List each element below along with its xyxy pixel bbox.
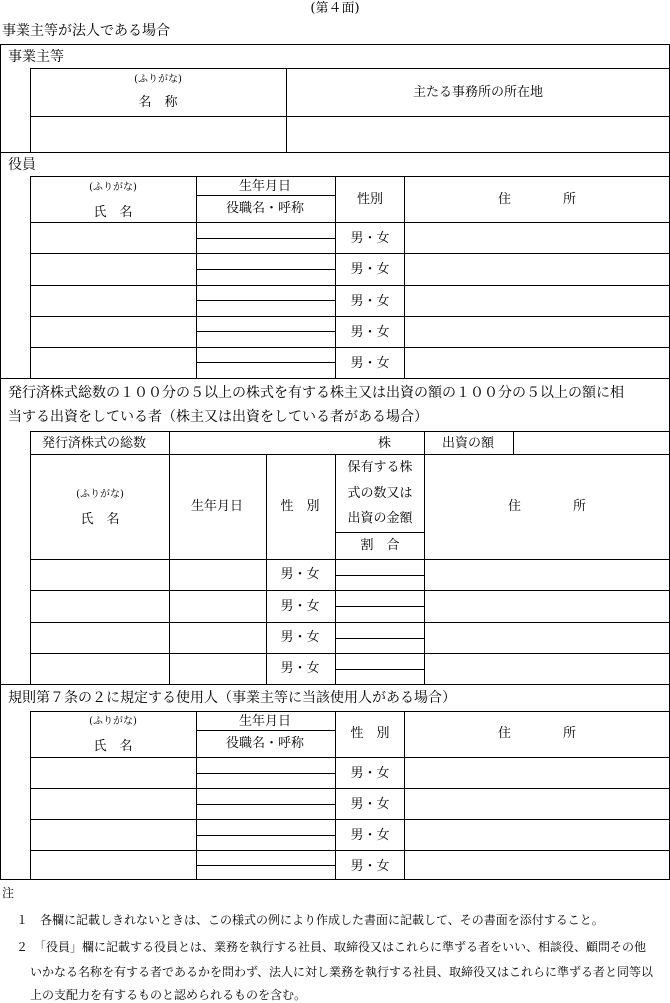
section4-furigana-label: (ふりがな) bbox=[89, 716, 137, 727]
section2-position-label: 役職名・呼称 bbox=[225, 201, 305, 216]
form-heading: 事業主等が法人である場合 bbox=[2, 23, 170, 39]
outer-top-border bbox=[0, 44, 670, 45]
shareholder-sex-option[interactable]: 男・女 bbox=[280, 599, 320, 614]
note-2-line2: いかなる名称を有する者であるかを問わず、法人に対し業務を執行する社員、取締役又はこれらに準ずる者と同等以 bbox=[30, 965, 654, 979]
section1-furigana-label: (ふりがな) bbox=[134, 74, 182, 85]
officer-sex-option[interactable]: 男・女 bbox=[350, 231, 390, 246]
total-shares-label: 発行済株式の総数 bbox=[42, 436, 147, 451]
holding-label-line2: 式の数又は bbox=[347, 486, 413, 501]
section4-name-label: 氏 名 bbox=[93, 739, 133, 754]
officer-sex-option[interactable]: 男・女 bbox=[350, 325, 390, 340]
ratio-label: 割 合 bbox=[360, 538, 400, 553]
officer-sex-option[interactable]: 男・女 bbox=[350, 294, 390, 309]
section4-title: 規則第７条の２に規定する使用人（事業主等に当該使用人がある場合） bbox=[8, 690, 456, 706]
employee-sex-option[interactable]: 男・女 bbox=[350, 859, 390, 874]
note-1: １ 各欄に記載しきれないときは、この様式の例により作成した書面に記載して、その書面を添付すること。 bbox=[16, 913, 604, 927]
section3-address-label: 住 所 bbox=[507, 499, 587, 514]
shareholder-sex-option[interactable]: 男・女 bbox=[280, 567, 320, 582]
section4-position-label: 役職名・呼称 bbox=[225, 736, 305, 751]
employee-sex-option[interactable]: 男・女 bbox=[350, 828, 390, 843]
section1-title: 事業主等 bbox=[8, 49, 64, 65]
total-shares-field[interactable] bbox=[170, 432, 370, 454]
holding-label-line1: 保有する株 bbox=[347, 460, 413, 475]
section2-address-label: 住 所 bbox=[497, 192, 577, 207]
note-2-line1: ２ 「役員」欄に記載する役員とは、業務を執行する社員、取締役又はこれらに準ずる者をいい、相談役、顧問その他 bbox=[16, 940, 647, 954]
shares-unit-label: 株 bbox=[378, 436, 392, 451]
section1-name-label: 名 称 bbox=[138, 95, 178, 110]
section2-title: 役員 bbox=[8, 157, 36, 173]
section4-address-label: 住 所 bbox=[497, 726, 577, 741]
capital-label: 出資の額 bbox=[441, 436, 495, 451]
officer-sex-option[interactable]: 男・女 bbox=[350, 356, 390, 371]
section2-name-label: 氏 名 bbox=[93, 205, 133, 220]
section3-furigana-label: (ふりがな) bbox=[76, 489, 124, 500]
section1-address-label: 主たる事務所の所在地 bbox=[412, 85, 544, 100]
holding-label-line3: 出資の金額 bbox=[347, 511, 413, 526]
section4-sex-label: 性 別 bbox=[350, 726, 390, 741]
note-2-line3: 上の支配力を有するものと認められるものを含む。 bbox=[30, 988, 307, 1002]
section2-furigana-label: (ふりがな) bbox=[89, 182, 137, 193]
outer-bottom-border bbox=[0, 879, 670, 880]
page-label: (第４面) bbox=[310, 1, 360, 16]
employee-sex-option[interactable]: 男・女 bbox=[350, 766, 390, 781]
notes-label: 注 bbox=[2, 886, 15, 900]
employee-sex-option[interactable]: 男・女 bbox=[350, 797, 390, 812]
section3-name-label: 氏 名 bbox=[80, 512, 120, 527]
business-name-field[interactable] bbox=[31, 117, 286, 152]
business-address-field[interactable] bbox=[287, 117, 669, 152]
section3-sex-label: 性 別 bbox=[280, 499, 320, 514]
section2-sex-label: 性別 bbox=[356, 192, 384, 207]
section3-title-line1: 発行済株式総数の１００分の５以上の株式を有する株主又は出資の額の１００分の５以上の額に相 bbox=[8, 385, 624, 401]
section2-dob-label: 生年月日 bbox=[238, 179, 292, 194]
shareholder-sex-option[interactable]: 男・女 bbox=[280, 661, 320, 676]
section3-title-line2: 当する出資をしている者（株主又は出資をしている者がある場合） bbox=[8, 409, 428, 425]
capital-field[interactable] bbox=[514, 432, 669, 454]
section4-dob-label: 生年月日 bbox=[238, 714, 292, 729]
shareholder-sex-option[interactable]: 男・女 bbox=[280, 630, 320, 645]
officer-sex-option[interactable]: 男・女 bbox=[350, 262, 390, 277]
section3-dob-label: 生年月日 bbox=[190, 499, 244, 514]
outer-left-border bbox=[0, 44, 1, 880]
